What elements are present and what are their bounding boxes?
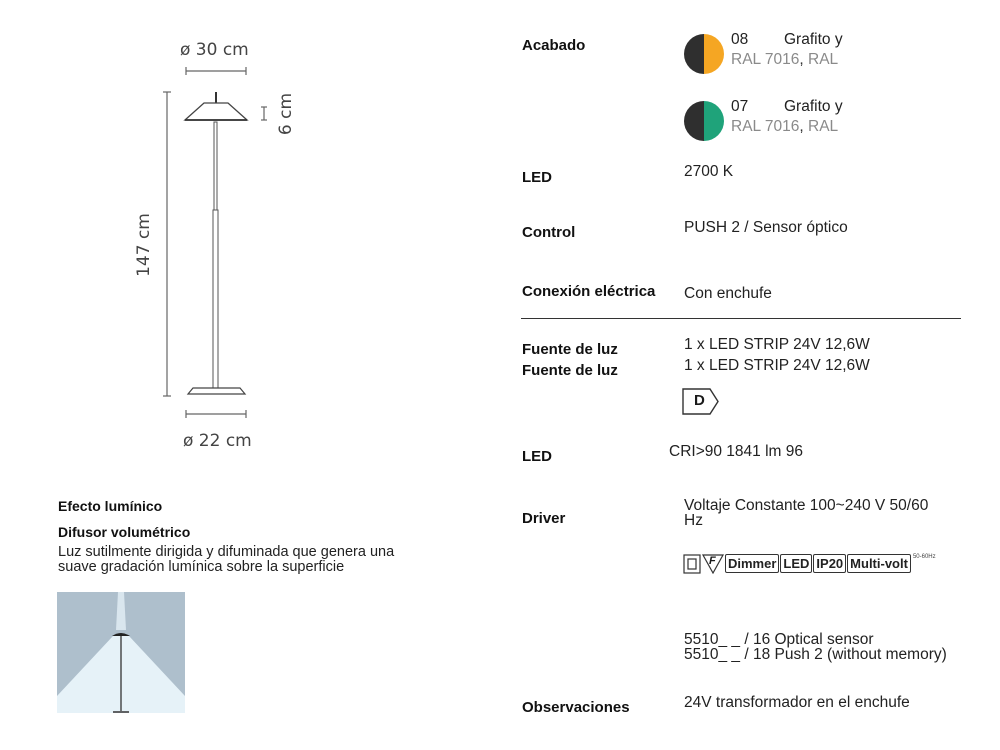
lamp-outline-drawing	[0, 0, 500, 480]
light-effect-heading: Efecto lumínico	[58, 498, 163, 514]
driver-label: Driver	[522, 510, 566, 527]
finish-swatch-green[interactable]	[683, 100, 725, 142]
light-source-label-1: Fuente de luz	[522, 341, 618, 358]
light-effect-description: Luz sutilmente dirigida y difuminada que genera una suave gradación lumínica sobre la superficie	[58, 544, 395, 575]
push-ref: 5510_ _ / 18 Push 2 (without memory)	[684, 646, 947, 663]
lamp-stem-lower	[213, 210, 218, 388]
notes-value: 24V transformador en el enchufe	[684, 694, 910, 711]
finish-ral-08: RAL 7016, RAL	[731, 51, 839, 68]
control-label: Control	[522, 224, 576, 241]
base-diameter-label: ø 22 cm	[183, 431, 252, 451]
finish-code-07: 07	[731, 98, 749, 115]
light-source-value-1: 1 x LED STRIP 24V 12,6W	[684, 336, 870, 353]
dimmer-badge: Dimmer	[725, 554, 779, 573]
hz-badge: 50-60Hz	[912, 554, 936, 560]
class-two-icon	[683, 554, 701, 574]
lamp-stem-upper	[214, 122, 217, 210]
led-cri-lumens: CRI>90 1841 lm 96	[669, 443, 803, 460]
shade-height-label: 6 cm	[276, 92, 296, 136]
led-badge: LED	[780, 554, 812, 573]
finish-ral-07: RAL 7016, RAL	[731, 118, 839, 135]
top-diameter-label: ø 30 cm	[180, 40, 249, 60]
light-source-label-2: Fuente de luz	[522, 362, 618, 379]
finish-code-08: 08	[731, 31, 749, 48]
finish-label: Acabado	[522, 37, 586, 54]
diffuser-type: Difusor volumétrico	[58, 524, 191, 540]
section-divider	[521, 318, 961, 319]
light-effect-illustration	[57, 592, 185, 713]
ip20-badge: IP20	[813, 554, 846, 573]
light-source-value-2: 1 x LED STRIP 24V 12,6W	[684, 357, 870, 374]
notes-label: Observaciones	[522, 699, 630, 716]
led-label-2: LED	[522, 448, 552, 465]
swatch-right-half	[704, 33, 725, 75]
f-mark-icon: F	[701, 554, 725, 574]
finish-name-07: Grafito y	[784, 98, 843, 115]
connection-label: Conexión eléctrica	[522, 283, 656, 300]
total-height-label: 147 cm	[134, 213, 154, 277]
lamp-base	[188, 388, 245, 394]
led-label: LED	[522, 169, 552, 186]
swatch-left-half	[683, 100, 704, 142]
sensor-references	[684, 632, 947, 662]
swatch-right-half	[704, 100, 725, 142]
swatch-left-half	[683, 33, 704, 75]
connection-value: Con enchufe	[684, 285, 772, 302]
multivolt-badge: Multi-volt	[847, 554, 911, 573]
lamp-shade	[185, 103, 247, 120]
driver-value: Voltaje Constante 100~240 V 50/60 Hz	[684, 497, 929, 529]
finish-swatch-orange[interactable]	[683, 33, 725, 75]
finish-name-08: Grafito y	[784, 31, 843, 48]
optical-sensor-ref: 5510_ _ / 16 Optical sensor	[684, 631, 874, 648]
certification-badges	[683, 554, 936, 574]
control-value: PUSH 2 / Sensor óptico	[684, 219, 848, 236]
led-color-temperature: 2700 K	[684, 163, 734, 180]
energy-class-letter: D	[694, 392, 705, 409]
